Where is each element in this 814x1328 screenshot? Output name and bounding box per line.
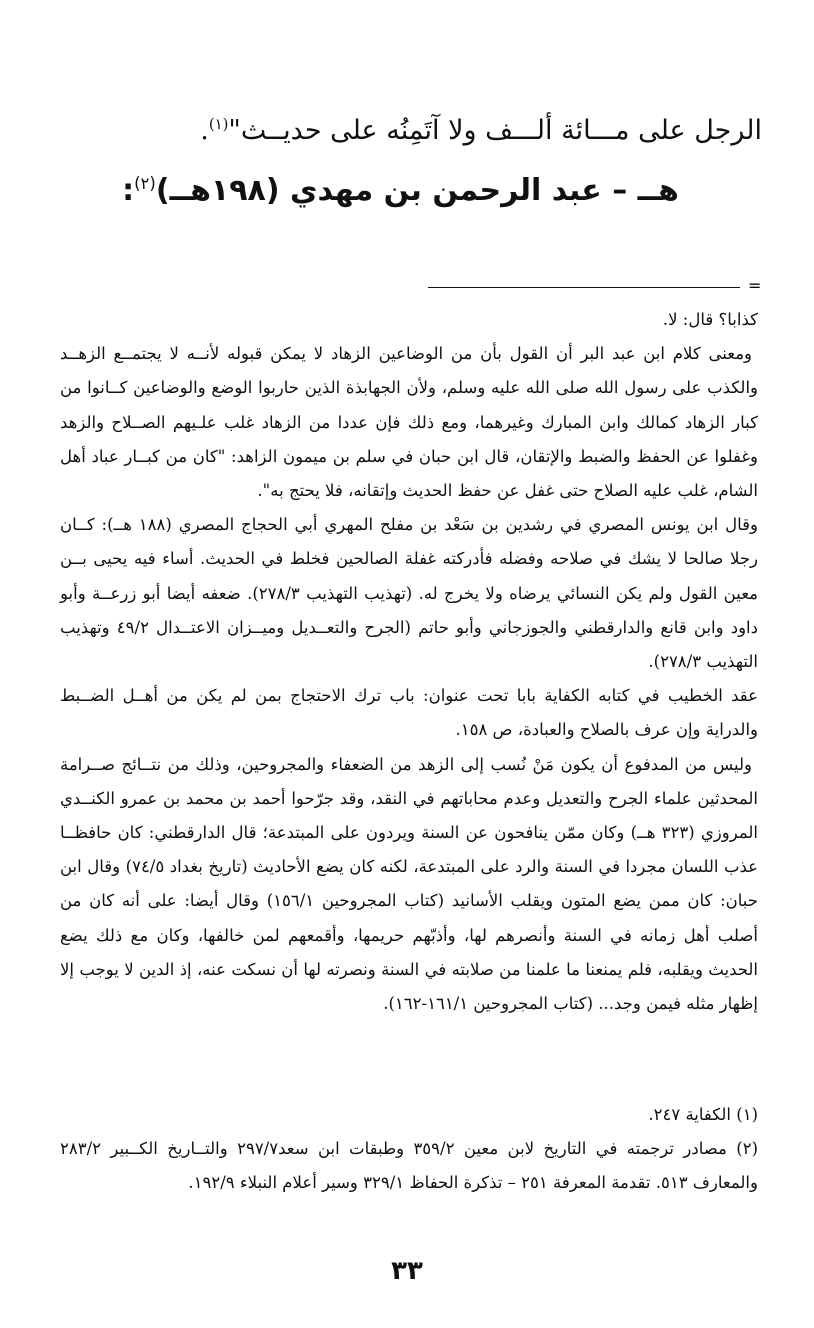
note-paragraph: كذابا؟ قال: لا. [662, 310, 758, 329]
note-paragraph: ومعنى كلام ابن عبد البر أن القول بأن من الوضاعين الزهاد لا يمكن قبوله لأنــه لا يجتمــع الزهــد والكذب على رسول الله صلى الله عليه وسلم، ولأن الجهابذة الذين حاربوا الوضع والوضاعين كــانوا من كبار الزهاد كمالك وابن المبارك وغيرهما، ومع ذلك فإن عددا من الزهاد غلب علـيهم الصــلاح والزهد وغفلوا عن الحفظ والضبط والإتقان، قال ابن حبان في سلم بن ميمون الزاهد: "كان من كبــار عباد أهل الشام، غلب عليه الصلاح حتى غفل عن حفظ الحديث وإتقانه، فلا يحتج به". [60, 344, 758, 501]
footnote-1: (١) الكفاية ٢٤٧. [648, 1105, 758, 1124]
footnote-marker-1: (١) [208, 115, 229, 133]
note-paragraph: وقال ابن يونس المصري في رشدين بن سَعْد بن مفلح المهري أبي الحجاج المصري (١٨٨ هــ): كــان رجلا صالحا لا يشك في صلاحه وفضله فأدركته غفلة الصالحين فخلط في الحديث. أساء فيه يحيى بــن معين القول ولم يكن النسائي يرضاه ولا يخرج له. (تهذيب التهذيب ٢٧٨/٣). ضعفه أيضا أبو زرعــة وأبو داود وابن قانع والدارقطني والجوزجاني وأبو حاتم (الجرح والتعــديل وميــزان الاعتــدال ٤٩/٢ وتهذيب التهذيب ٢٧٨/٣). [60, 515, 759, 672]
footnote-marker-2: (٢) [134, 174, 156, 193]
continued-note-mark: = [748, 276, 762, 295]
continuation-text: الرجل على مـــائة ألـــف ولا آتَمِنُه على حديــث" [228, 115, 762, 146]
page-number: ٣٣ [391, 1256, 423, 1286]
section-heading [59, 162, 679, 213]
section-heading-colon: : [122, 173, 135, 208]
continuation-period: . [200, 115, 209, 146]
continued-notes [60, 303, 758, 1021]
section-heading-text: هــ – عبد الرحمن بن مهدي (١٩٨هــ) [155, 173, 679, 208]
footnote-separator-rule [428, 287, 740, 288]
note-paragraph: عقد الخطيب في كتابه الكفاية بابا تحت عنوان: باب ترك الاحتجاج بمن لم يكن من أهــل الضــبط والدراية وإن عرف بالصلاح والعبادة، ص ١٥٨. [60, 686, 758, 740]
footnote-2: (٢) مصادر ترجمته في التاريخ لابن معين ٣٥٩/٢ وطبقات ابن سعد٢٩٧/٧ والتــاريخ الكــبير ٢٨٣/٢ والمعارف ٥١٣. تقدمة المعرفة ٢٥١ – تذكرة الحفاظ ٣٢٩/١ وسير أعلام النبلاء ١٩٢/٩. [60, 1139, 759, 1192]
note-paragraph: وليس من المدفوع أن يكون مَنْ نُسب إلى الزهد من الضعفاء والمجروحين، وذلك من نتــائج صــرامة المحدثين علماء الجرح والتعديل وعدم محاباتهم في النقد، وقد جرّحوا أحمد بن محمد بن عمرو الكنــدي المروزي (٣٢٣ هــ) وكان ممّن ينافحون عن السنة ويردون على المبتدعة؛ قال الدارقطني: كان حافظــا عذب اللسان مجردا في السنة والرد على المبتدعة، لكنه كان يضع الأحاديث (تاريخ بغداد ٧٤/٥) وقال ابن حبان: كان ممن يضع المتون ويقلب الأسانيد (كتاب المجروحين ١٥٦/١) وقال أيضا: على أنه كان من أصلب أهل زمانه في السنة وأنصرهم لها، وأذبّهم حريمها، وأقمعهم لمن خالفها، وكان مع ذلك يضع الحديث ويقلبه، فلم يمنعنا ما علمنا من صلابته في السنة ونصرته لها أن نسكت عنه، إذ الدين لا يوجب إلا إظهار مثله فيمن وجد... (كتاب المجروحين ١٦١/١-١٦٢). [60, 754, 758, 1014]
continuation-text-line [42, 104, 762, 151]
footnotes [60, 1098, 758, 1200]
